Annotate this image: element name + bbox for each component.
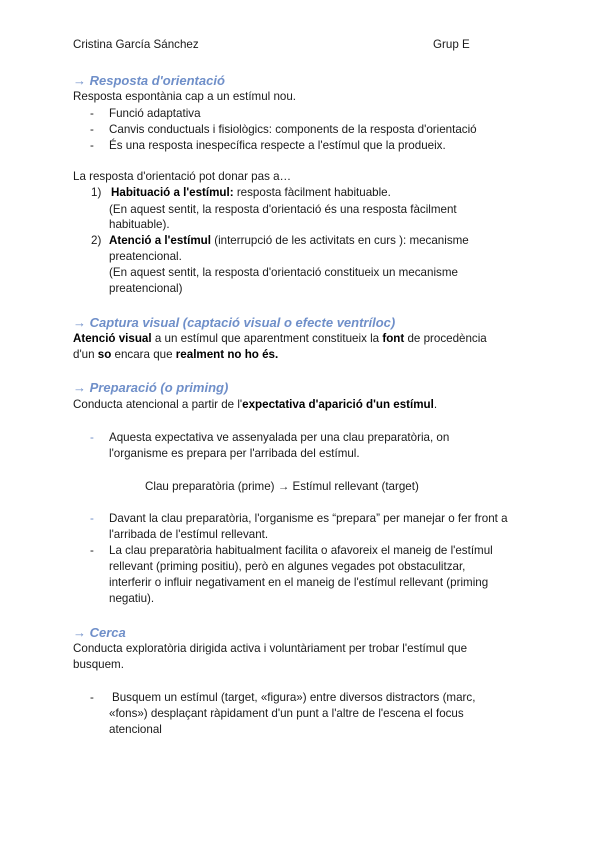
bold-term: so [97, 348, 112, 361]
paragraph [73, 397, 437, 413]
text: Conducta atencional a partir de l' [73, 398, 243, 411]
list-item-line: Busquem un estímul (target, «figura») entre diversos distractors (marc, [112, 691, 476, 704]
header-author: Cristina García Sánchez [73, 38, 199, 51]
priming-formula: Clau preparatòria (prime) → Estímul rellevant (target) [145, 480, 419, 493]
paragraph: Resposta espontània cap a un estímul nou. [73, 90, 297, 103]
list-item-line: rellevant (priming positiu), però en algunes vegades pot obstaculitzar, [109, 560, 466, 573]
paragraph [73, 347, 278, 363]
list-item-line: La clau preparatòria habitualment facilita o afavoreix el maneig de l'estímul [109, 544, 493, 557]
bold-term: Habituació a l'estímul: [111, 186, 234, 199]
text: encara que [111, 348, 176, 361]
section-heading-priming: → Preparació (o priming) [73, 380, 229, 395]
bold-term: realment no ho és. [175, 348, 279, 361]
list-number: 1) [91, 186, 102, 199]
numbered-item [111, 185, 391, 201]
text: a un estímul que aparentment constitueix la [151, 332, 383, 345]
text: de procedència [404, 332, 487, 345]
note-line: habituable). [109, 218, 170, 231]
bold-term: font [382, 332, 405, 345]
text: . [433, 398, 438, 411]
list-item-line: «fons») desplaçant ràpidament d'un punt a l'altre de l'escena el focus [109, 707, 464, 720]
paragraph [73, 331, 487, 347]
numbered-item [109, 233, 469, 249]
section-heading-search: → Cerca [73, 625, 126, 640]
bullet-dash: - [90, 691, 94, 704]
bullet-dash: - [90, 431, 94, 444]
list-item-line: Aquesta expectativa ve assenyalada per una clau preparatòria, on [109, 431, 450, 444]
list-item-line: l'organisme es prepara per l'arribada del estímul. [109, 447, 360, 460]
paragraph-line: Conducta exploratòria dirigida activa i voluntàriament per trobar l'estímul que [73, 642, 468, 655]
header-group: Grup E [433, 38, 470, 51]
note-line: preatencional. [109, 250, 182, 263]
text: (interrupció de les activitats en curs ): mecanisme [210, 234, 469, 247]
note-line: (En aquest sentit, la resposta d'orientació constitueix un mecanisme [109, 266, 458, 279]
list-number: 2) [91, 234, 102, 247]
bullet-dash: - [90, 107, 94, 120]
text: resposta fàcilment habituable. [233, 186, 391, 199]
bold-term: Atenció visual [73, 332, 152, 345]
note-line: (En aquest sentit, la resposta d'orientació és una resposta fàcilment [109, 203, 457, 216]
bullet-dash: - [90, 139, 94, 152]
list-item-line: l'arribada de l'estímul rellevant. [109, 528, 269, 541]
paragraph-line: busquem. [73, 658, 124, 671]
bullet-dash: - [90, 512, 94, 525]
bold-term: expectativa d'aparició d'un estímul [242, 398, 434, 411]
bullet-dash: - [90, 544, 94, 557]
list-item-line: interferir o influir negativament en el maneig de l'estímul rellevant (priming [109, 576, 489, 589]
list-item: Funció adaptativa [109, 107, 201, 120]
list-item: És una resposta inespecífica respecte a l'estímul que la produeix. [109, 139, 446, 152]
section-heading-orientation: → Resposta d'orientació [73, 73, 225, 88]
section-heading-visual-capture: → Captura visual (captació visual o efecte ventríloc) [73, 315, 396, 330]
text: d'un [73, 348, 98, 361]
bullet-dash: - [90, 123, 94, 136]
list-item-line: Davant la clau preparatòria, l'organisme es “prepara” per manejar o fer front a [109, 512, 508, 525]
list-item-line: atencional [109, 723, 162, 736]
list-item: Canvis conductuals i fisiològics: components de la resposta d'orientació [109, 123, 477, 136]
note-line: preatencional) [109, 282, 183, 295]
bold-term: Atenció a l'estímul [109, 234, 211, 247]
paragraph: La resposta d'orientació pot donar pas a… [73, 170, 292, 183]
list-item-line: negatiu). [109, 592, 155, 605]
